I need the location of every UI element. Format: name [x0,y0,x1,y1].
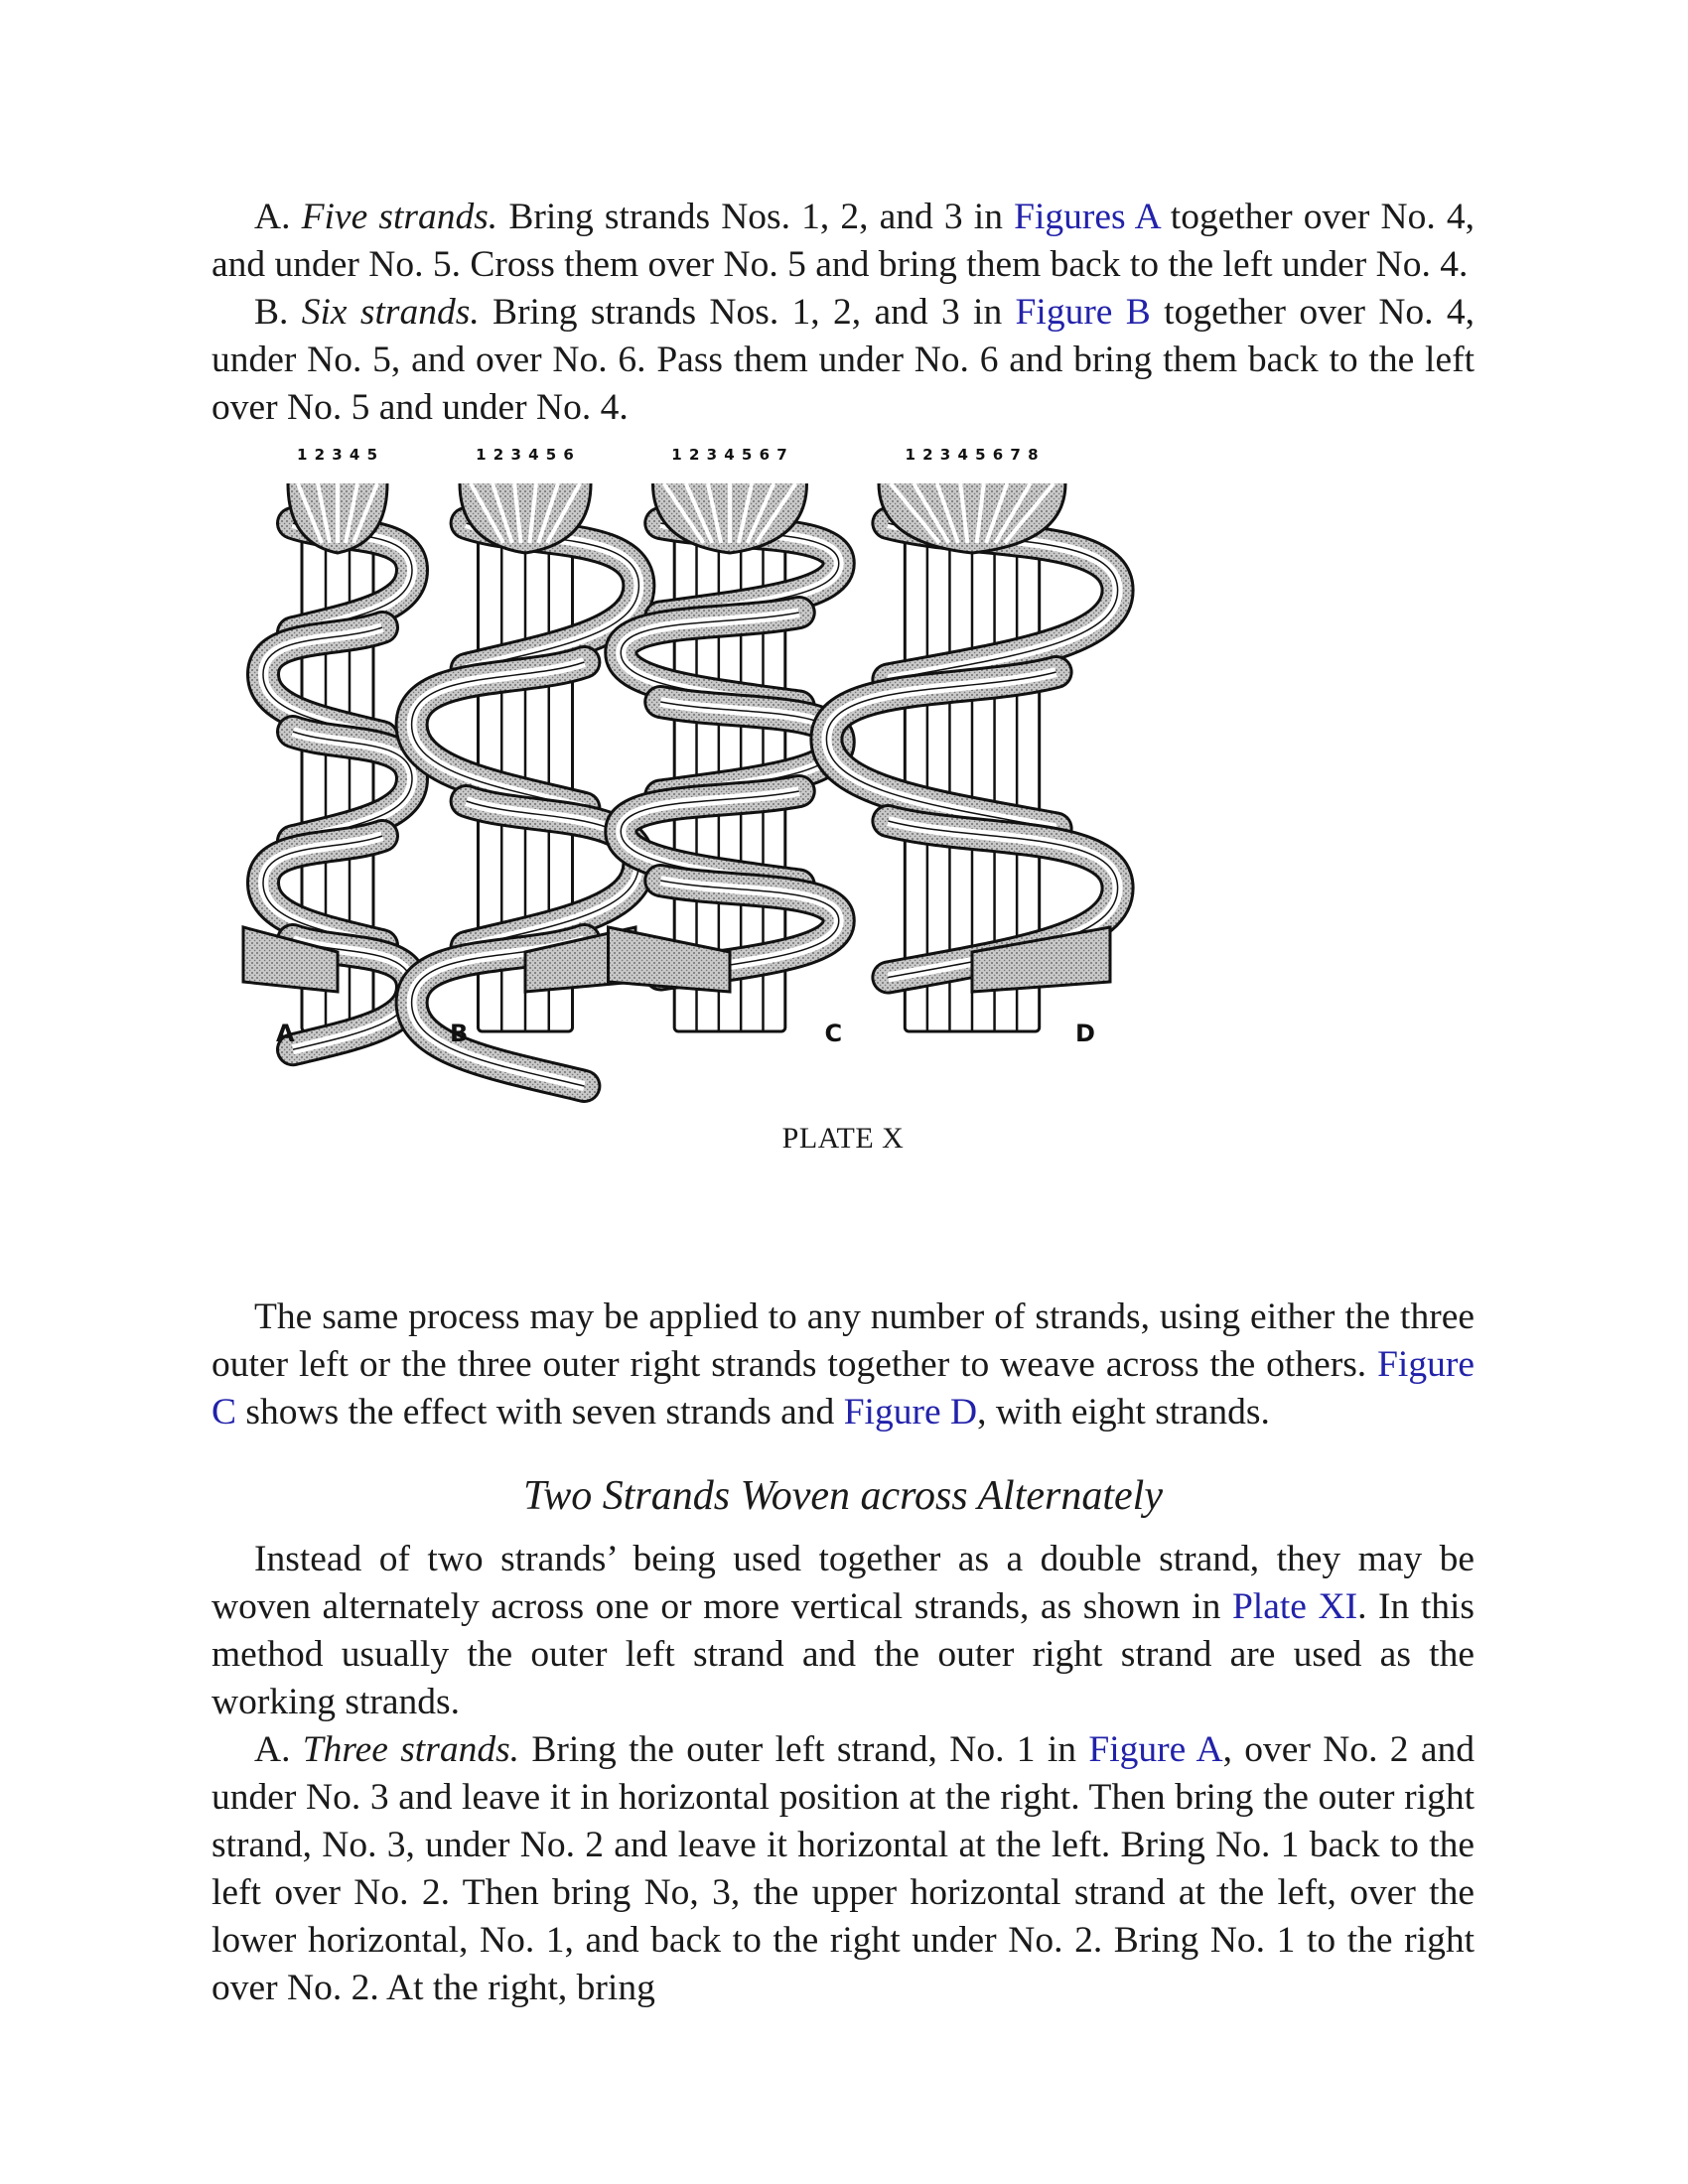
strand-numbers-a: 1 2 3 4 5 [296,446,379,464]
section-heading: Two Strands Woven across Alternately [523,1473,1163,1519]
strand-numbers-d: 1 2 3 4 5 6 7 8 [905,446,1040,464]
braid-figure-d [826,446,1117,1047]
link-figure-b[interactable]: Figure B [1015,292,1151,333]
subheading-five-strands: Five strands. [301,197,498,237]
link-figures-a[interactable]: Figures A [1014,197,1160,237]
paragraph-same-process: The same process may be applied to any number of strands, using either the three outer left or the three outer right strands together to weave across the others. Figure C shows the effect with seven strands and Figure D, with eight strands. [211,1297,1475,1433]
plate-caption: PLATE X [781,1122,905,1155]
paragraph-five-strands: A. Five strands. Bring strands Nos. 1, 2, and 3 in Figures A together over No. 4, and under No. 5. Cross them over No. 5 and bring them back to the left under No. 4. [211,197,1476,285]
strand-numbers-b: 1 2 3 4 5 6 [476,446,575,464]
link-figure-d[interactable]: Figure D [843,1392,978,1433]
figure-letter-b: B [450,1020,469,1047]
link-figure-c[interactable]: Figure C [211,1344,1475,1433]
strand-numbers-c: 1 2 3 4 5 6 7 [671,446,788,464]
paragraph-six-strands: B. Six strands. Bring strands Nos. 1, 2, and 3 in Figure B together over No. 4, under No. 5, and over No. 6. Pass them under No. 6 and bring them back to the left over No. 5 and under No. 4. [211,292,1475,428]
paragraph-two-strands: Instead of two strands’ being used together as a double strand, they may be woven alternately across one or more vertical strands, as shown in Plate XI. In this method usually the outer left strand and the outer right strand are used as the working strands. [211,1539,1476,1722]
subheading-three-strands: Three strands. [302,1729,520,1770]
figure-letter-d: D [1075,1020,1095,1047]
braid-figure-a [243,446,412,1049]
figure-letter-c: C [824,1020,843,1047]
subheading-six-strands: Six strands. [301,292,480,333]
link-figure-a[interactable]: Figure A [1088,1729,1223,1770]
page-content [211,194,1475,2012]
braid-figure-b [412,446,639,1086]
braid-figure-c [609,446,843,1047]
link-plate-xi[interactable]: Plate XI [1231,1586,1358,1627]
paragraph-three-strands: A. Three strands. Bring the outer left strand, No. 1 in Figure A, over No. 2 and under No. 3 and leave it in horizontal position at the right. Then bring the outer right strand, No. 3, under No. 2 and leave it horizontal at the left. Bring No. 1 back to the left over No. 2. Then bring No, 3, the upper horizontal strand at the left, over the lower horizontal, No. 1, and back to the right under No. 2. Bring No. 1 to the right over No. 2. At the right, bring [211,1729,1476,2008]
figure-letter-a: A [276,1020,295,1047]
